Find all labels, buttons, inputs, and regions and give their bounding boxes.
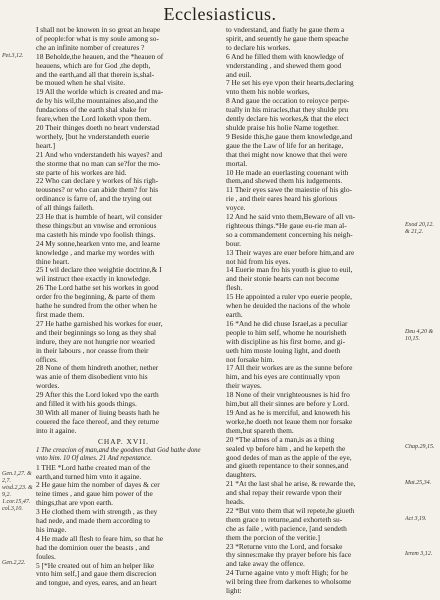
text-line: them grace to returne,and exhorteth su- [226,514,343,524]
text-line: de by his wil,the mountaines also,and the [36,96,158,106]
text-line: and their beginnings so long as they shal [36,327,157,337]
text-line: 17 All their workes are as the sunne before [226,363,353,373]
left-column [36,26,211,596]
text-line: 10 He made an euerlasting couenant with [226,167,349,177]
text-line: 4 He made all flesh to feare him, so that he [36,533,164,543]
text-line: wordes. [36,381,60,391]
text-line: these things:but an vnwise and erronious [36,220,157,230]
text-line: not hid from his eyes. [226,256,291,266]
text-line: worthely, [but he vnderstandeth euerie [36,131,150,141]
text-line: him, and his eyes are continually vpon [226,372,340,382]
text-line: 13 Their wayes are euer before him,and are [226,247,355,257]
text-line: che an infinite nomber of creatures ? [36,42,145,52]
text-line: 28 None of them hindreth another, nether [36,363,159,373]
text-line: 18 Beholde,the heauen, and the *heauen of [36,51,164,61]
left-column-text [36,26,211,436]
text-line: ma casteth his minde vpo foolish things. [36,229,156,239]
text-line: 1 THE *Lord hathe created man of the [36,462,151,472]
text-line: 5 [*He created out of him an helper like [36,560,155,570]
text-line: indure, they are not hungrie nor wearied [36,336,155,346]
text-line: wil instruct thee exactly in knowledge. [36,274,151,284]
text-line: vnderstanding , and shewed them good [226,60,342,70]
text-line: 26 The Lord hathe set his workes in good [36,283,159,293]
text-line: fundacions of the earth shal shake for [36,105,147,115]
right-column-text [226,26,401,596]
text-line: righteous things.*He gaue eu-rie man al- [226,220,347,230]
text-line: so a commandement concerning his neigh- [226,229,353,239]
text-line: into it againe. [36,425,77,435]
chapter-summary: 1 The creacion of man,and the goodnes that God hathe done vnto him. 10 Of almes. 21 And repentance. [36,446,201,462]
text-line: 19 And as he is merciful, and knoweth his [226,407,351,417]
text-line: when he deuided the nacions of the whole [226,301,351,311]
text-line: 12 And he said vnto them,Beware of all vn- [226,212,356,222]
text-line: first made them. [36,310,85,319]
text-line: 9 Beside this,he gaue them knowledge,and [226,131,353,141]
text-line: things,that are vpon earth. [36,498,113,508]
text-line: 15 He appointed a ruler vpo euerie people, [226,292,353,302]
text-line: spirit, and seuently he gaue them speache [226,33,349,43]
text-line: ste parte of his workes are hid. [36,167,127,177]
text-line: and tongue, and eyes, eares, and an heart [36,578,157,588]
text-line: be moued when he shal visite. [36,78,126,88]
text-line: 8 And gaue the occation to reioyce perpe- [226,96,350,106]
text-line: had the dominion ouer the beasts , and [36,542,150,552]
text-line: thine heart. [36,256,70,266]
text-line: them,but spareth them. [226,425,294,435]
text-line: earth. [226,310,243,319]
text-line: 18 None of their vnrighteousnes is hid fro [226,390,350,400]
text-line: 19 All the worlde which is created and ma- [36,87,164,97]
text-line: teine times , and gaue him power of the [36,489,153,499]
text-line: 22 *But vnto them that wil repete,he giueth [226,505,355,515]
text-line: 7 He set his eye vpon their hearts,declaring [226,78,354,88]
text-line: 29 After this the Lord loked vpo the earth [36,390,159,400]
text-line: feare,when the Lord loketh vpon them. [36,114,152,124]
text-line: and giueth repentance to their sonnes,and [226,461,349,471]
text-line: earth,and turned him vnto it againe. [36,471,142,481]
text-line: voyce. [226,203,246,213]
text-line: 11 Their eyes sawe the maiestie of his glo- [226,185,353,195]
text-line: 21 *At the last shal he arise, & rewarde the, [226,479,356,489]
text-line: not forsake him. [226,354,275,364]
text-line: order fro the beginning, & parte of them [36,292,156,302]
chapter-heading: CHAP. XVII. [97,436,150,446]
page-header [0,4,440,25]
text-line: with discipline as his first borne, and gi- [226,336,346,346]
book-title: Ecclesiasticus. [163,4,277,24]
text-line: foules. [36,551,56,561]
margin-note: Gen.1,27. & 2,7. wisd.2,23. & 9,2. 1.cor.15,47. col.3,10. [2,471,33,512]
text-line: heauens, which are for God ,the depth, [36,60,151,70]
text-line: 23 *Returne vnto the Lord, and forsake [226,541,343,551]
text-line: 14 Euerie man fro his youth is giue to euil, [226,265,353,275]
text-line: 25 I wil declare thee weightie doctrine,& I [36,265,162,275]
text-line: knowledge , and marke my wordes with [36,247,155,257]
text-line: ordinance is farre of, and the trying out [36,194,152,204]
text-line: and euil. [226,69,252,79]
text-line: gaue the the Law of life for an heritage, [226,140,344,150]
text-line: 21 And who vnderstandeth his wayes? and [36,149,163,159]
text-line: che as faile , with pacience, [and sendeth [226,523,347,533]
text-line: 3 He clothed them with strength , as they [36,507,158,517]
text-line: rie , and their eares heard his glorious [226,194,338,204]
text-line: flesh. [226,283,243,293]
text-line: heart.] [36,140,56,150]
text-line: light: [226,586,242,596]
margin-note: Gen.2,22. [2,560,26,566]
text-line: had nede, and made them according to [36,516,150,526]
text-line: 30 With all maner of liuing beasts hath he [36,407,160,417]
text-line: 24 Turne againe vnto y moft High; for he [226,568,348,578]
text-line: ueth him moste louing light, and doeth [226,345,341,355]
text-line: sealed vp before him , and he kepeth the [226,443,346,453]
text-line: him,but all their sinnes are before y Lord. [226,399,349,409]
text-line: offices. [36,354,58,364]
text-line: bour. [226,238,241,248]
text-line: dently declare his workes,& that the elect [226,114,349,124]
margin-note: Ierem 3,12. [405,551,433,558]
text-line: 22 Who can declare y workes of his righ- [36,176,159,186]
text-line: couered the face thereof, and they returne [36,416,159,426]
text-line: the storme that no man can se?for the mo- [36,158,161,168]
text-line: and take away the offence. [226,559,305,569]
text-line: I shall not be knowen in so great an heape [36,26,161,34]
text-line: to declare his workes. [226,42,291,52]
text-line: them,and shewed them his iudgements. [226,176,343,186]
text-line: and their stonie hearts can not become [226,274,340,284]
text-line: vnto them his noble workes, [226,87,310,97]
text-line: 2 He gaue him the nomber of dayes & cer [36,480,160,490]
text-line: worke,he doeth not leaue them nor forsake [226,416,353,426]
text-line: wil bring thee from darkenes to wholsome [226,577,352,587]
margin-note: Chap.29,15. [405,444,435,451]
text-line: them the porcion of the veritie.] [226,532,320,542]
text-line: thy sinnes:make thy prayer before his face [226,550,352,560]
text-line: his image. [36,524,67,534]
text-line: 24 My sonne,hearken vnto me, and learne [36,238,160,248]
text-line: to vnderstand, and fiatly he gaue them a [226,26,345,34]
margin-note: Deu 4,20 & 10,15. [405,328,434,342]
text-line: 6 And he filled them with knowledge of [226,51,345,61]
text-line: teousnes? or who can abide them? for his [36,185,159,195]
text-line: hathe he sundred from the other when he [36,301,157,311]
text-line: daughters. [226,470,257,480]
margin-note: Act 3,19. [405,515,427,522]
text-line: 20 *The almes of a man,is as a thing [226,434,335,444]
text-line: vnto him self,] and gaue them discrecion [36,569,157,579]
text-line: 23 He that is humble of heart, wil consider [36,212,163,222]
margin-note: Exod 20,12. & 21,2. [405,221,434,235]
text-line: of people:for what is my soule among so- [36,33,159,43]
text-line: shulde praise his holie Name together. [226,122,339,132]
text-line: 16 *And he did chuse Israel,as a peculiar [226,318,348,328]
text-line: in their labours , nor ceasse from their [36,345,149,355]
text-line: good dedes of man as the apple of the eye, [226,452,352,462]
chapter-17-text [36,464,211,589]
margin-note: Mat.25,34. [405,479,432,486]
text-line: and the earth,and all that therein is,shal- [36,69,155,79]
text-line: that thei might now knowe that thei were [226,149,348,159]
text-line: heads. [226,497,245,507]
text-line: 20 Their thinges doeth no heart vnderstad [36,122,160,132]
margin-note: Pet.3,12. [2,52,24,59]
text-line: mortal. [226,158,248,168]
text-line: of all things faileth. [36,203,94,213]
text-line: people to him self, whome he nourisheth [226,327,347,337]
text-line: 27 He hathe garnished his workes for euer, [36,318,163,328]
text-line: and shal repay their rewarde vpon their [226,488,342,498]
right-column [226,26,401,596]
text-line: and filled it with his goods things. [36,399,137,409]
text-line: was anie of them disobedient vnto his [36,372,148,382]
text-line: their wayes. [226,381,262,391]
text-line: tually in his miracles,that they shulde pru [226,105,349,115]
